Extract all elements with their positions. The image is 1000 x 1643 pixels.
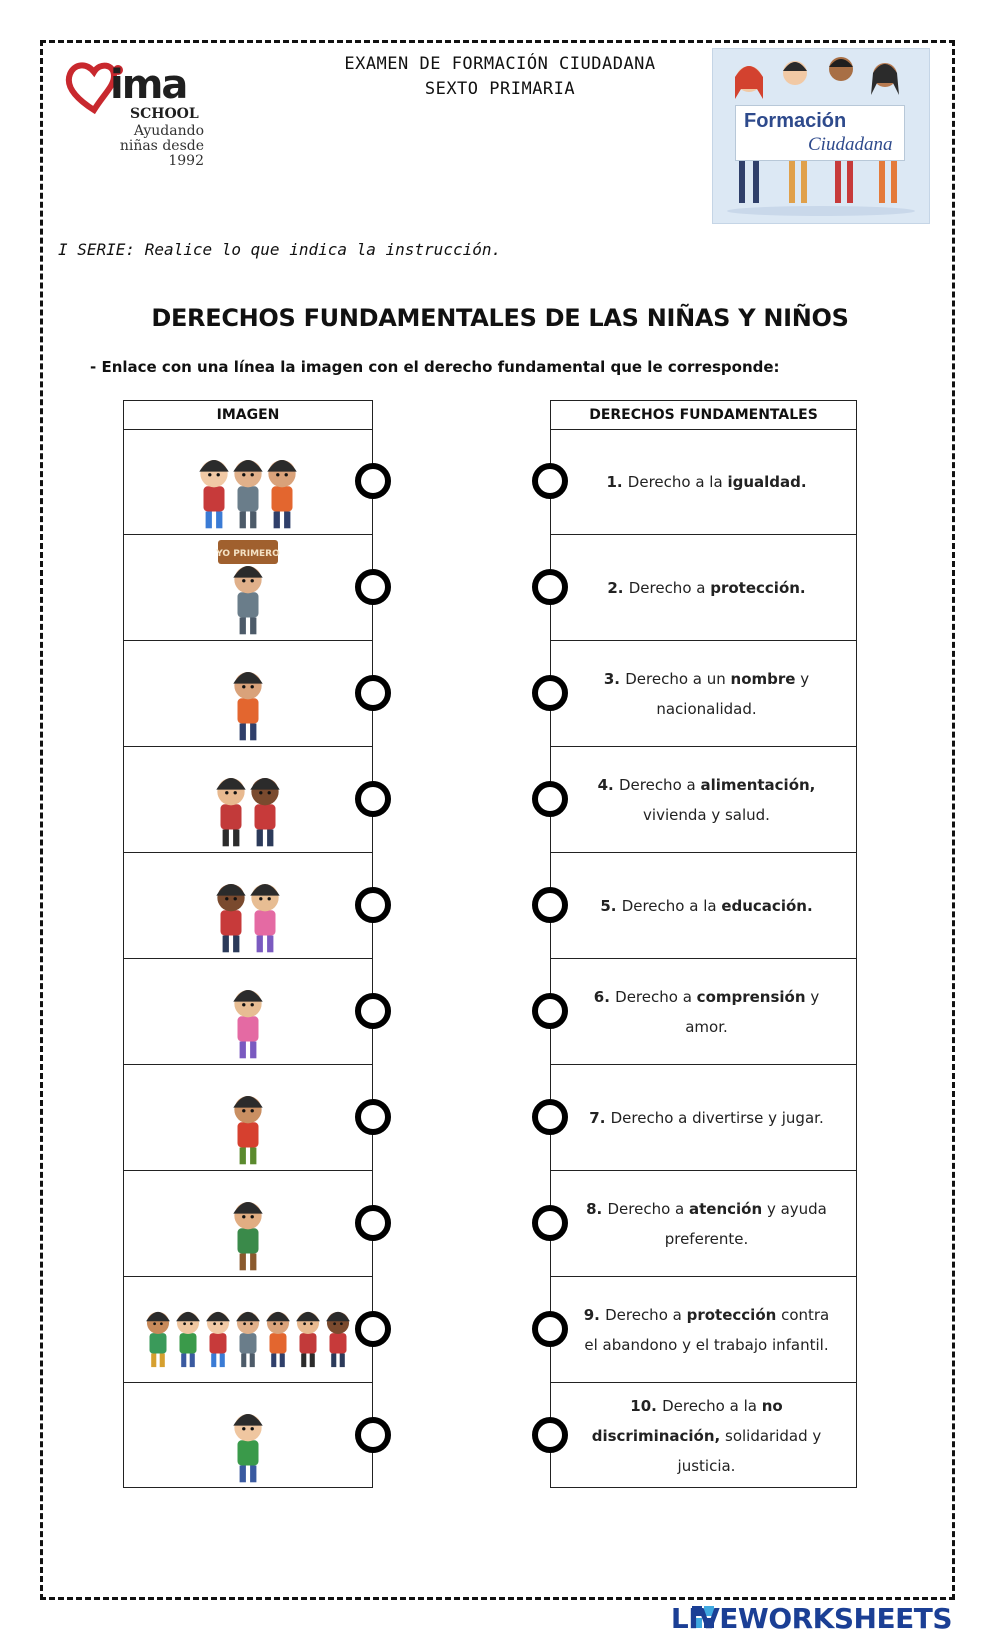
children-illustration-10	[133, 1386, 363, 1486]
right-text-post: y nacionalidad.	[656, 669, 810, 718]
image-cell-4	[124, 747, 372, 853]
left-connector-dot-8[interactable]	[355, 1205, 391, 1241]
right-connector-dot-5[interactable]	[532, 887, 568, 923]
right-text-key: protección	[686, 1305, 777, 1324]
banner-word-ciudadana: Ciudadana	[808, 134, 893, 155]
right-text-pre: Derecho a la	[662, 1397, 762, 1415]
right-number: 3.	[603, 669, 626, 688]
right-text-key: igualdad.	[727, 472, 807, 491]
right-text-pre: Derecho a divertirse y jugar.	[610, 1108, 824, 1127]
right-number: 6.	[593, 987, 616, 1006]
children-illustration-4	[133, 750, 363, 850]
series-instruction: I SERIE: Realice lo que indica la instrucción.	[58, 240, 502, 259]
right-connector-dot-6[interactable]	[532, 993, 568, 1029]
banner-sign	[735, 105, 905, 161]
civic-banner-image	[712, 48, 930, 224]
right-text-key: protección.	[710, 578, 806, 597]
children-illustration-5	[133, 856, 363, 956]
liveworksheets-watermark: LIVEWORKSHEETS	[670, 1602, 952, 1635]
right-number: 4.	[597, 775, 619, 794]
right-text-key: alimentación,	[700, 775, 816, 794]
right-connector-dot-1[interactable]	[532, 463, 568, 499]
right-connector-dot-2[interactable]	[532, 569, 568, 605]
image-cell-3	[124, 641, 372, 747]
image-cell-10	[124, 1383, 372, 1489]
image-cell-9	[124, 1277, 372, 1383]
right-text-pre: Derecho a	[605, 1305, 687, 1324]
image-cell-8	[124, 1171, 372, 1277]
worksheet-title: DERECHOS FUNDAMENTALES DE LAS NIÑAS Y NIÑOS	[151, 304, 849, 332]
children-illustration-8	[133, 1174, 363, 1274]
right-number: 8.	[586, 1199, 608, 1218]
right-text-pre: Derecho a la	[621, 896, 722, 915]
right-cell-10	[551, 1383, 856, 1489]
right-number: 9.	[583, 1305, 606, 1324]
left-connector-dot-7[interactable]	[355, 1099, 391, 1135]
right-cell-1	[551, 429, 856, 535]
children-illustration-2	[133, 538, 363, 638]
children-illustration-6	[133, 962, 363, 1062]
image-cell-5	[124, 853, 372, 959]
right-text-post: y ayuda preferente.	[664, 1199, 827, 1248]
right-cell-4	[551, 747, 856, 853]
right-text-key: no discriminación,	[591, 1397, 783, 1445]
right-text	[577, 1194, 836, 1254]
right-connector-dot-10[interactable]	[532, 1417, 568, 1453]
left-connector-dot-6[interactable]	[355, 993, 391, 1029]
right-number: 1.	[606, 472, 628, 491]
rights-column-header: DERECHOS FUNDAMENTALES	[551, 401, 856, 430]
right-text	[606, 467, 806, 497]
right-text	[577, 664, 836, 724]
right-cell-7	[551, 1065, 856, 1171]
image-column	[123, 400, 373, 1488]
banner-word-formacion: Formación	[744, 110, 847, 132]
right-text	[577, 1391, 836, 1481]
right-text	[600, 891, 812, 921]
image-column-header: IMAGEN	[124, 401, 372, 430]
left-connector-dot-9[interactable]	[355, 1311, 391, 1347]
right-text-pre: Derecho a	[628, 578, 711, 597]
right-text-key: comprensión	[696, 987, 806, 1006]
right-text	[577, 1300, 836, 1360]
right-text-pre: Derecho a	[607, 1199, 689, 1218]
right-text-pre: Derecho a	[618, 775, 701, 794]
right-cell-8	[551, 1171, 856, 1277]
rights-column	[550, 400, 857, 1488]
right-text-post: contra el abandono y el trabajo infantil.	[584, 1305, 830, 1354]
right-connector-dot-3[interactable]	[532, 675, 568, 711]
exam-title-line1: EXAMEN DE FORMACIÓN CIUDADANA	[344, 54, 656, 74]
exam-title-line2: SEXTO PRIMARIA	[424, 79, 576, 99]
right-text-post: vivienda y salud.	[643, 805, 770, 824]
right-number: 5.	[600, 896, 622, 915]
right-cell-5	[551, 853, 856, 959]
image-cell-2	[124, 535, 372, 641]
left-connector-dot-4[interactable]	[355, 781, 391, 817]
right-connector-dot-8[interactable]	[532, 1205, 568, 1241]
children-illustration-9	[133, 1280, 363, 1380]
worksheet-subtitle: - Enlace con una línea la imagen con el derecho fundamental que le corresponde:	[90, 358, 780, 376]
right-connector-dot-7[interactable]	[532, 1099, 568, 1135]
right-text-post: solidaridad y justicia.	[677, 1427, 822, 1475]
left-connector-dot-1[interactable]	[355, 463, 391, 499]
sign-text: YO PRIMERO	[216, 548, 280, 559]
right-text-key: atención	[689, 1199, 763, 1218]
right-cell-9	[551, 1277, 856, 1383]
logo-brand-text: ima	[110, 62, 187, 108]
left-connector-dot-5[interactable]	[355, 887, 391, 923]
image-cell-1	[124, 429, 372, 535]
right-text	[607, 573, 805, 603]
right-text	[589, 1103, 823, 1133]
right-text-pre: Derecho a	[615, 987, 697, 1006]
school-logo	[64, 58, 204, 178]
right-connector-dot-4[interactable]	[532, 781, 568, 817]
right-text	[577, 982, 836, 1042]
right-text-key: educación.	[721, 896, 813, 915]
right-cell-3	[551, 641, 856, 747]
exam-title	[300, 52, 700, 102]
right-text-pre: Derecho a la	[627, 472, 728, 491]
children-illustration-3	[133, 644, 363, 744]
children-illustration-7	[133, 1068, 363, 1168]
right-number: 10.	[630, 1397, 663, 1415]
image-cell-6	[124, 959, 372, 1065]
right-text-post: y amor.	[685, 987, 820, 1036]
left-connector-dot-10[interactable]	[355, 1417, 391, 1453]
logo-school-text: SCHOOL	[130, 106, 199, 122]
right-connector-dot-9[interactable]	[532, 1311, 568, 1347]
right-cell-6	[551, 959, 856, 1065]
image-cell-7	[124, 1065, 372, 1171]
logo-tagline: Ayudando niñas desde 1992	[119, 123, 204, 169]
right-number: 2.	[607, 578, 629, 597]
right-text-pre: Derecho a un	[625, 669, 731, 688]
right-number: 7.	[589, 1108, 611, 1127]
right-cell-2	[551, 535, 856, 641]
right-text	[577, 770, 836, 830]
left-connector-dot-2[interactable]	[355, 569, 391, 605]
left-connector-dot-3[interactable]	[355, 675, 391, 711]
children-illustration-1	[133, 432, 363, 532]
right-text-key: nombre	[730, 669, 796, 688]
